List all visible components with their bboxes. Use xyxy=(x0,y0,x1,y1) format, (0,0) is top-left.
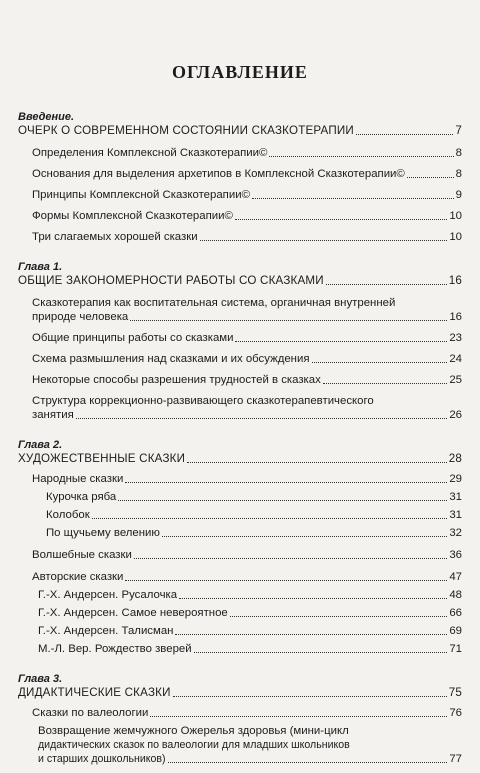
entry-text-line: дидактических сказок по валеологии для младших школьников xyxy=(38,739,350,751)
entry-text-line: природе человека xyxy=(32,311,129,323)
entry-text: Некоторые способы разрешения трудностей в сказках xyxy=(32,374,321,386)
page-number: 8 xyxy=(455,147,462,159)
entry-text: Г.-Х. Андерсен. Русалочка xyxy=(38,589,178,601)
section-chapter-3 xyxy=(18,672,462,766)
section-chapter-1 xyxy=(18,260,462,422)
page-number: 66 xyxy=(449,607,462,619)
page-number: 31 xyxy=(449,509,462,521)
leader-dots xyxy=(194,652,448,653)
toc-entry xyxy=(18,230,462,244)
page-number: 16 xyxy=(449,311,462,323)
page-number: 28 xyxy=(448,452,462,465)
toc-entry xyxy=(18,526,462,540)
leader-dots xyxy=(125,580,447,581)
page-title: ОГЛАВЛЕНИЕ xyxy=(172,62,308,82)
leader-dots xyxy=(269,156,453,157)
entry-text: Три слагаемых хорошей сказки xyxy=(32,231,198,243)
chapter-label: Глава 1. xyxy=(18,261,63,273)
entry-text-line: Сказкотерапия как воспитательная система, органичная внутренней xyxy=(32,297,396,309)
toc-entry xyxy=(18,352,462,366)
entry-text: Принципы Комплексной Сказкотерапии© xyxy=(32,189,250,201)
entry-text: Формы Комплексной Сказкотерапии© xyxy=(32,210,233,222)
leader-dots xyxy=(168,762,448,763)
toc-entry xyxy=(18,624,462,638)
page-number: 31 xyxy=(449,491,462,503)
section-chapter-2 xyxy=(18,438,462,656)
heading-text: ОЧЕРК О СОВРЕМЕННОМ СОСТОЯНИИ СКАЗКОТЕРАПИИ xyxy=(18,124,354,137)
leader-dots xyxy=(326,284,447,285)
heading-text: ДИДАКТИЧЕСКИЕ СКАЗКИ xyxy=(18,686,171,699)
heading-text: ОБЩИЕ ЗАКОНОМЕРНОСТИ РАБОТЫ СО СКАЗКАМИ xyxy=(18,274,324,287)
entry-text-line: занятия xyxy=(32,409,74,421)
toc-entry xyxy=(18,642,462,656)
chapter-heading xyxy=(18,686,462,700)
entry-text: Волшебные сказки xyxy=(32,549,132,561)
toc-entry xyxy=(18,394,462,422)
leader-dots xyxy=(175,634,447,635)
toc-entry xyxy=(18,606,462,620)
entry-text: Курочка ряба xyxy=(46,491,117,503)
page-number: 32 xyxy=(449,527,462,539)
toc-entry xyxy=(18,588,462,602)
entry-text: Авторские сказки xyxy=(32,571,124,583)
entry-text: Г.-Х. Андерсен. Самое невероятное xyxy=(38,607,228,619)
page-number: 48 xyxy=(449,589,462,601)
toc-entry xyxy=(18,296,462,324)
page-number: 10 xyxy=(449,231,462,243)
toc-entry xyxy=(18,706,462,720)
entry-text: Г.-Х. Андерсен. Талисман xyxy=(38,625,174,637)
entry-text: Народные сказки xyxy=(32,473,124,485)
toc-entry xyxy=(18,570,462,584)
toc-entry xyxy=(18,490,462,504)
leader-dots xyxy=(162,536,447,537)
entry-text: М.-Л. Вер. Рождество зверей xyxy=(38,643,192,655)
leader-dots xyxy=(76,418,448,419)
entry-text: Определения Комплексной Сказкотерапии© xyxy=(32,147,268,159)
leader-dots xyxy=(173,696,447,697)
toc-entry xyxy=(18,548,462,562)
leader-dots xyxy=(125,482,447,483)
leader-dots xyxy=(230,616,448,617)
page-number: 16 xyxy=(448,274,462,287)
page-number: 23 xyxy=(449,332,462,344)
leader-dots xyxy=(92,518,448,519)
toc-entry xyxy=(18,472,462,486)
chapter-label: Введение. xyxy=(18,111,75,123)
chapter-label: Глава 2. xyxy=(18,439,63,451)
toc-entry xyxy=(18,508,462,522)
table-of-contents xyxy=(18,110,462,773)
leader-dots xyxy=(323,383,448,384)
entry-text-line: Структура коррекционно-развивающего сказкотерапевтического xyxy=(32,395,374,407)
toc-entry xyxy=(18,724,462,766)
leader-dots xyxy=(252,198,454,199)
leader-dots xyxy=(134,558,447,559)
page-number: 29 xyxy=(449,473,462,485)
page-number: 71 xyxy=(449,643,462,655)
page-number: 76 xyxy=(449,707,462,719)
section-intro xyxy=(18,110,462,244)
entry-text: Сказки по валеологии xyxy=(32,707,149,719)
toc-entry xyxy=(18,167,462,181)
page-number: 25 xyxy=(449,374,462,386)
page-number: 10 xyxy=(449,210,462,222)
leader-dots xyxy=(150,716,447,717)
page-number: 36 xyxy=(449,549,462,561)
heading-text: ХУДОЖЕСТВЕННЫЕ СКАЗКИ xyxy=(18,452,186,465)
entry-text-line: Возвращение жемчужного Ожерелья здоровья (мини-цикл xyxy=(38,725,349,737)
chapter-heading xyxy=(18,124,462,138)
leader-dots xyxy=(312,362,448,363)
leader-dots xyxy=(407,177,454,178)
entry-text: Схема размышления над сказками и их обсуждения xyxy=(32,353,310,365)
chapter-label: Глава 3. xyxy=(18,673,63,685)
chapter-heading xyxy=(18,274,462,288)
page-number: 26 xyxy=(449,409,462,421)
leader-dots xyxy=(179,598,447,599)
toc-entry xyxy=(18,188,462,202)
leader-dots xyxy=(235,219,447,220)
leader-dots xyxy=(235,341,447,342)
entry-text: Колобок xyxy=(46,509,90,521)
leader-dots xyxy=(130,320,447,321)
page-number: 9 xyxy=(455,189,462,201)
toc-entry xyxy=(18,209,462,223)
leader-dots xyxy=(187,462,447,463)
entry-text: По щучьему велению xyxy=(46,527,160,539)
page-number: 77 xyxy=(449,753,462,765)
page-number: 47 xyxy=(449,571,462,583)
page-number: 69 xyxy=(449,625,462,637)
page-number: 24 xyxy=(449,353,462,365)
entry-text: Основания для выделения архетипов в Комплексной Сказкотерапии© xyxy=(32,168,405,180)
toc-entry xyxy=(18,146,462,160)
entry-text: Общие принципы работы со сказками xyxy=(32,332,234,344)
leader-dots xyxy=(200,240,448,241)
leader-dots xyxy=(118,500,447,501)
entry-text-line: и старших дошкольников) xyxy=(38,753,166,765)
toc-entry xyxy=(18,331,462,345)
page-number: 7 xyxy=(455,124,462,137)
page-number: 8 xyxy=(455,168,462,180)
toc-entry xyxy=(18,373,462,387)
chapter-heading xyxy=(18,452,462,466)
page-number: 75 xyxy=(448,686,462,699)
leader-dots xyxy=(356,134,453,135)
